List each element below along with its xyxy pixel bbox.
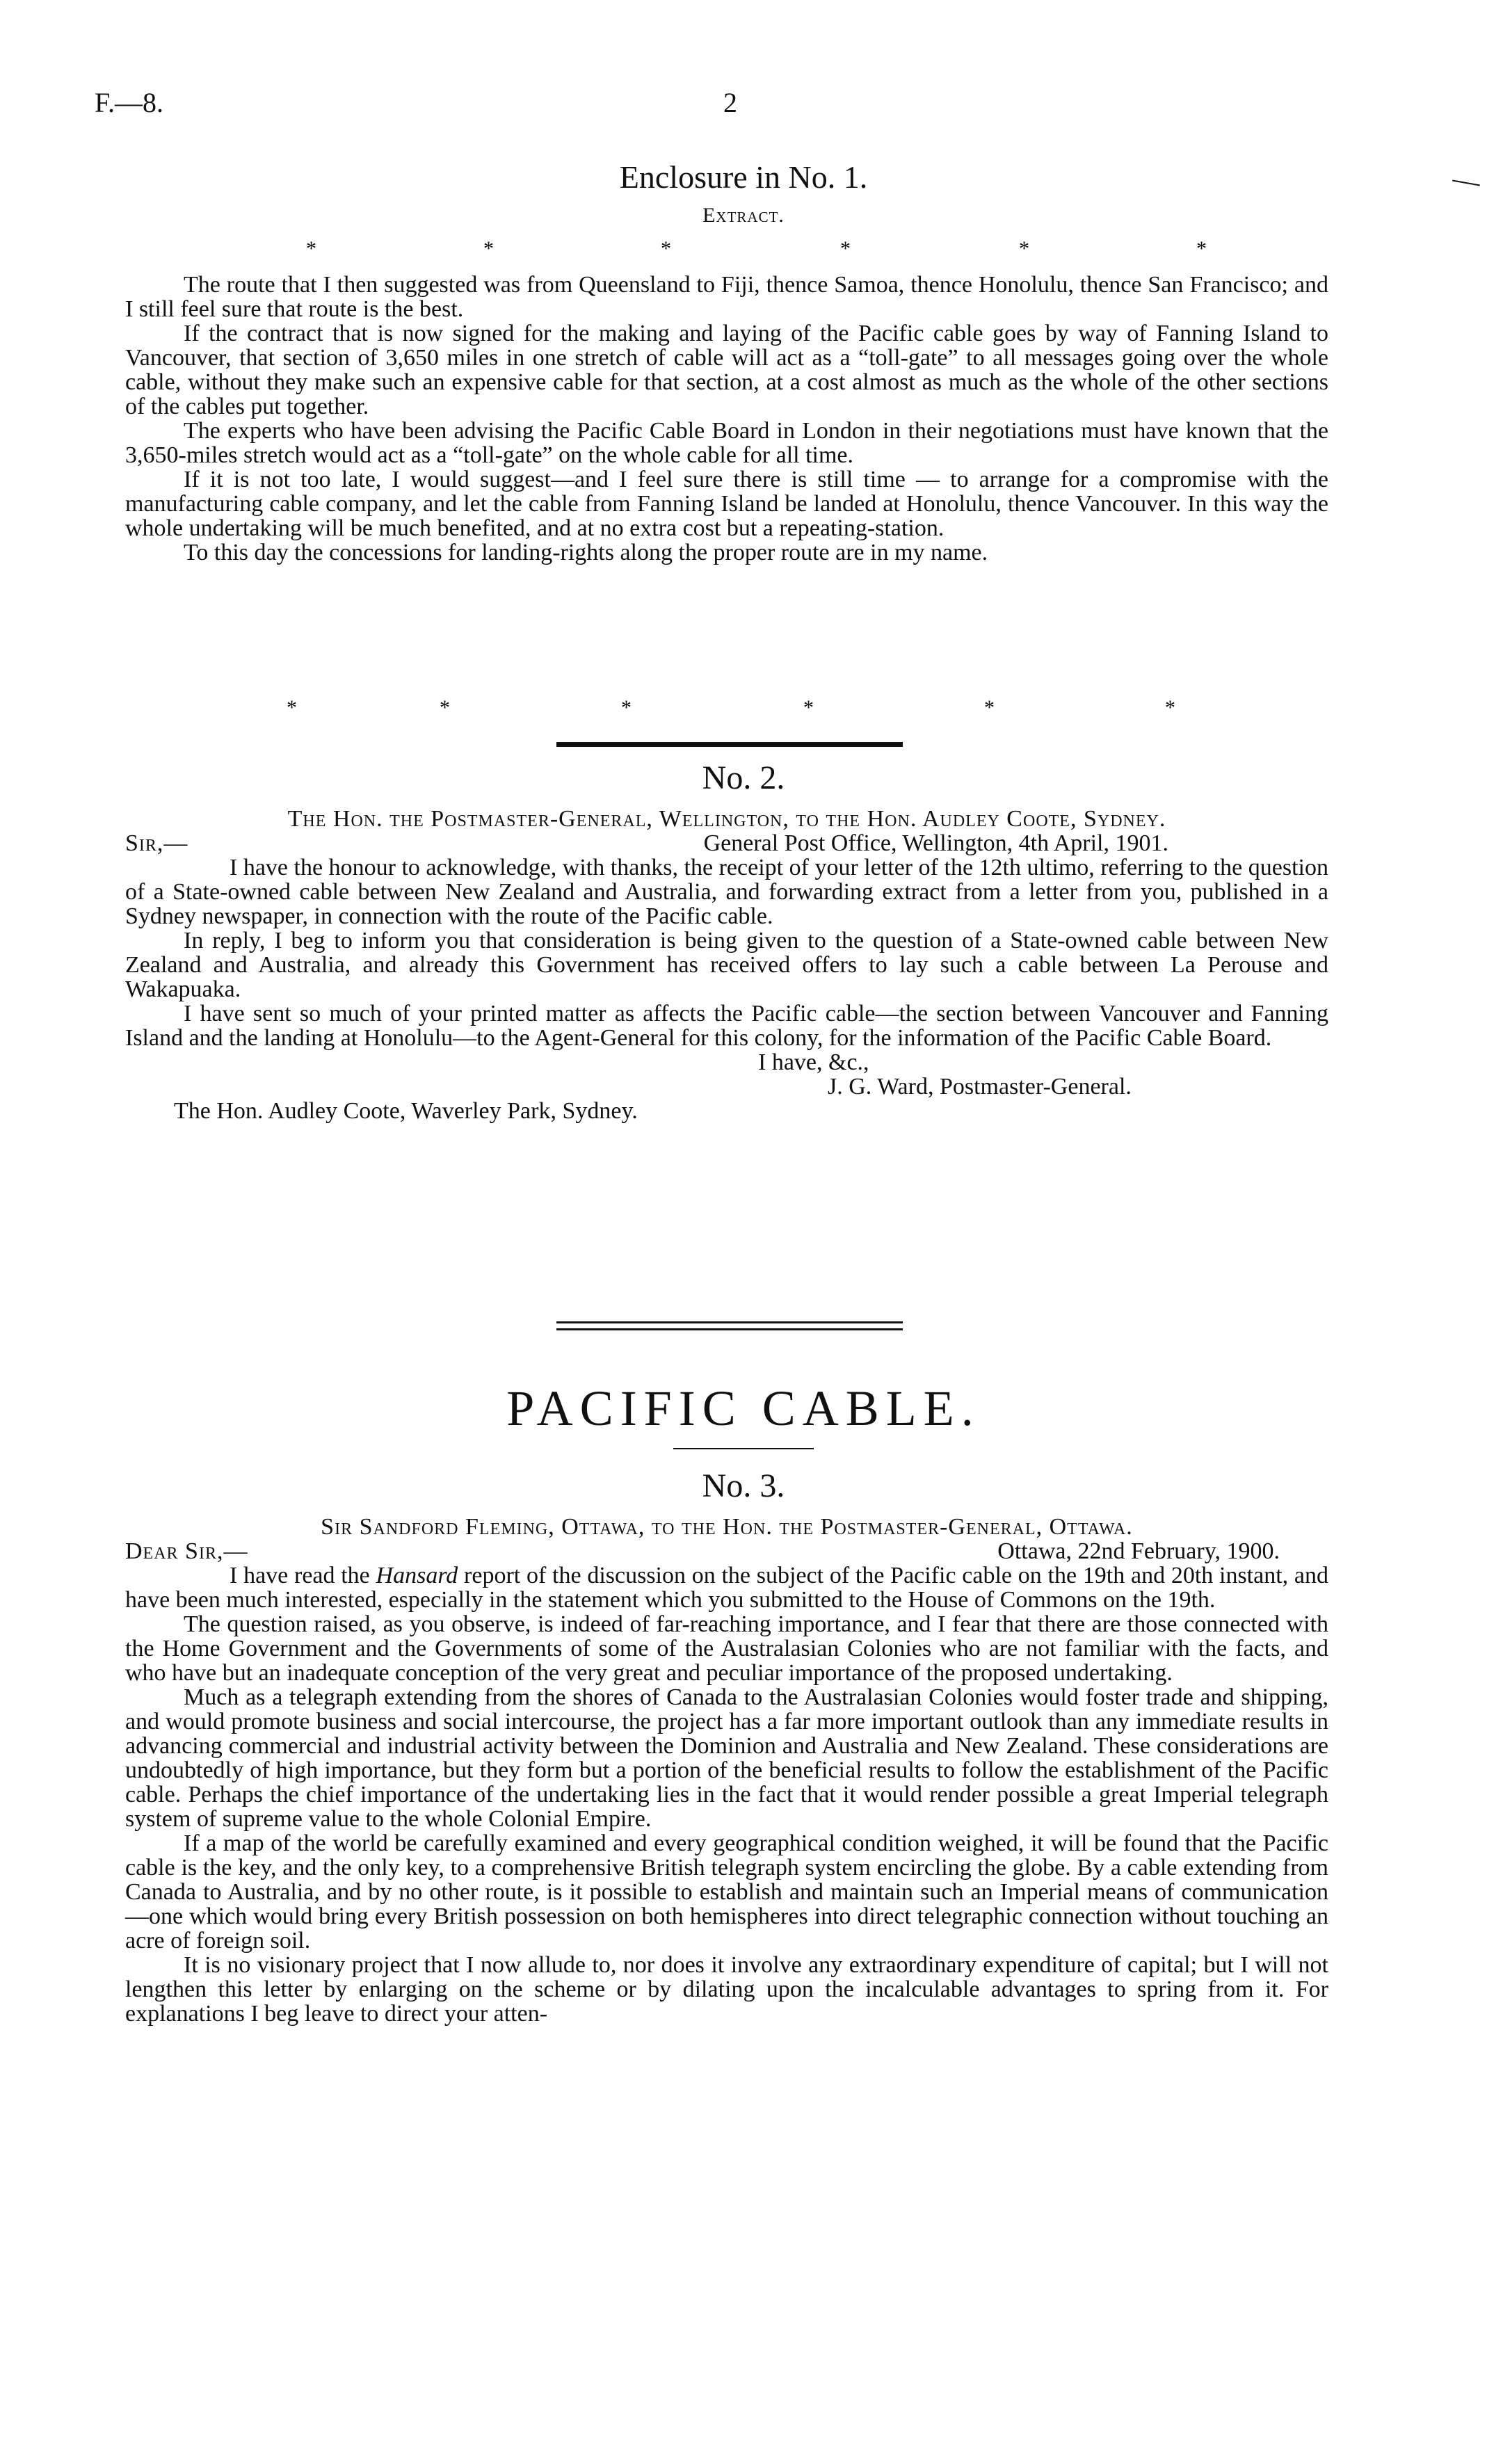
asterisk: *: [287, 696, 297, 719]
double-rule-bottom: [556, 1328, 903, 1330]
asterisk: *: [621, 696, 632, 719]
no2-title: No. 2.: [702, 759, 785, 796]
no3-salutation-row: [125, 1539, 1328, 1563]
paragraph: If the contract that is now signed for the making and laying of the Pacific cable goes by way of Fanning Island to Vancouver, that section of 3,650 miles in one stretch of cable will act as a “toll-gate” to all messages going over the whole cable, without they make such an expensive cable for that section, at a cost almost as much as the whole of the other sections of the cables put together.: [125, 321, 1328, 419]
signature-row: [125, 1074, 1328, 1099]
asterisk: *: [840, 237, 851, 260]
asterisk: *: [803, 696, 814, 719]
paragraph: The route that I then suggested was from Queensland to Fiji, thence Samoa, thence Honolulu, thence San Francisco; and I still feel sure that route is the best.: [125, 272, 1328, 322]
paragraph: I have sent so much of your printed matter as affects the Pacific cable—the section between Vancouver and Fanning Island and the landing at Honolulu—to the Agent-General for this colony, for the information of the Pacific Cable Board.: [125, 1001, 1328, 1051]
no3-letter: [125, 1515, 1328, 2026]
title-underline: [673, 1448, 814, 1449]
asterisk: *: [1019, 237, 1029, 260]
no3-from-line: Sir Sandford Fleming, Ottawa, to the Hon. the Postmaster-General, Ottawa.: [321, 1514, 1133, 1540]
paragraph: If it is not too late, I would suggest—and I feel sure there is still time — to arrange for a compromise with the manufacturing cable company, and let the cable from Fanning Island be landed at Honolulu, thence Vancouver. In this way the whole undertaking will be much benefited, and at no extra cost but a repeating-station.: [125, 467, 1328, 541]
asterisk: *: [1196, 237, 1207, 260]
dateline: General Post Office, Wellington, 4th April, 1901.: [703, 830, 1168, 856]
asterisk: *: [661, 237, 671, 260]
enclosure-asterisks: [0, 236, 1487, 260]
no2-letter: [125, 807, 1328, 1123]
signature: J. G. Ward, Postmaster-General.: [828, 1074, 1132, 1100]
closing: I have, &c.,: [758, 1049, 869, 1075]
extract-label: Extract.: [702, 204, 785, 227]
dateline: Ottawa, 22nd February, 1900.: [997, 1538, 1280, 1564]
paragraph: The question raised, as you observe, is indeed of far-reaching importance, and I fear that there are those connected with the Home Government and the Governments of some of the Australasian Colonies who are not familiar with the facts, and who have but an inadequate conception of the very great and peculiar importance of the proposed undertaking.: [125, 1611, 1328, 1686]
paragraph: I have read the Hansard report of the discussion on the subject of the Pacific cable on the 19th and 20th instant, and have been much interested, especially in the statement which you submitted to the House of Commons on the 19th.: [125, 1563, 1329, 1613]
page-reference: F.—8.: [95, 87, 164, 118]
page-number: 2: [723, 87, 737, 118]
enclosure-title: Enclosure in No. 1.: [619, 159, 868, 195]
section-divider: [556, 742, 903, 747]
double-rule-top: [556, 1321, 903, 1323]
enclosure-end-asterisks: [0, 695, 1487, 719]
asterisk: *: [483, 237, 494, 260]
addressee-row: [125, 1099, 1328, 1123]
paragraph: If a map of the world be carefully examined and every geographical condition weighed, it will be found that the Pacific cable is the key, and the only key, to a comprehensive British telegraph system encircling the globe. By a cable extending from Canada to Australia, and by no other route, is it possible to establish and maintain such an Imperial means of communication—one which would bring every British possession on both hemispheres into direct telegraphic connection without touching an acre of foreign soil.: [125, 1830, 1328, 1954]
paragraph: It is no visionary project that I now allude to, nor does it involve any extraordinary expenditure of capital; but I will not lengthen this letter by enlarging on the scheme or by dilating upon the incalculable advantages to spring from it. For explanations I beg leave to direct your atten-: [125, 1952, 1328, 2027]
salutation: Sir,—: [125, 830, 188, 856]
no2-salutation-row: [125, 831, 1328, 855]
paragraph: Much as a telegraph extending from the shores of Canada to the Australasian Colonies would foster trade and shipping, and would promote business and social intercourse, the project has a far more important outlook than any immediate results in advancing commercial and industrial activity between the Dominion and Australia and New Zealand. These considerations are undoubtedly of high importance, but they form but a portion of the beneficial results to follow the establishment of the Pacific cable. Perhaps the chief importance of the undertaking lies in the fact that it would render possible a great Imperial telegraph system of supreme value to the whole Colonial Empire.: [125, 1684, 1328, 1832]
paragraph: To this day the concessions for landing-rights along the proper route are in my name.: [184, 540, 988, 565]
asterisk: *: [306, 237, 316, 260]
enclosure-body: [125, 273, 1328, 565]
paragraph: I have the honour to acknowledge, with thanks, the receipt of your letter of the 12th ultimo, referring to the question of a State-owned cable between New Zealand and Australia, and forwarding extract from a letter from you, published in a Sydney newspaper, in connection with the route of the Pacific cable.: [125, 855, 1328, 929]
no3-title: No. 3.: [702, 1467, 785, 1504]
section-title: PACIFIC CABLE.: [506, 1380, 981, 1436]
addressee: The Hon. Audley Coote, Waverley Park, Sydney.: [174, 1098, 638, 1124]
paragraph: In reply, I beg to inform you that consideration is being given to the question of a State-owned cable between New Zealand and Australia, and already this Government has received offers to lay such a cable between La Perouse and Wakapuaka.: [125, 928, 1328, 1002]
no2-from-line: The Hon. the Postmaster-General, Wellington, to the Hon. Audley Coote, Sydney.: [287, 806, 1166, 832]
hansard-italic: Hansard: [376, 1563, 458, 1588]
salutation: Dear Sir,—: [125, 1538, 248, 1564]
asterisk: *: [984, 696, 995, 719]
asterisk: *: [440, 696, 450, 719]
closing-row: [125, 1050, 1328, 1074]
paragraph: The experts who have been advising the Pacific Cable Board in London in their negotiations must have known that the 3,650-miles stretch would act as a “toll-gate” on the whole cable for all time.: [125, 418, 1328, 468]
asterisk: *: [1165, 696, 1175, 719]
